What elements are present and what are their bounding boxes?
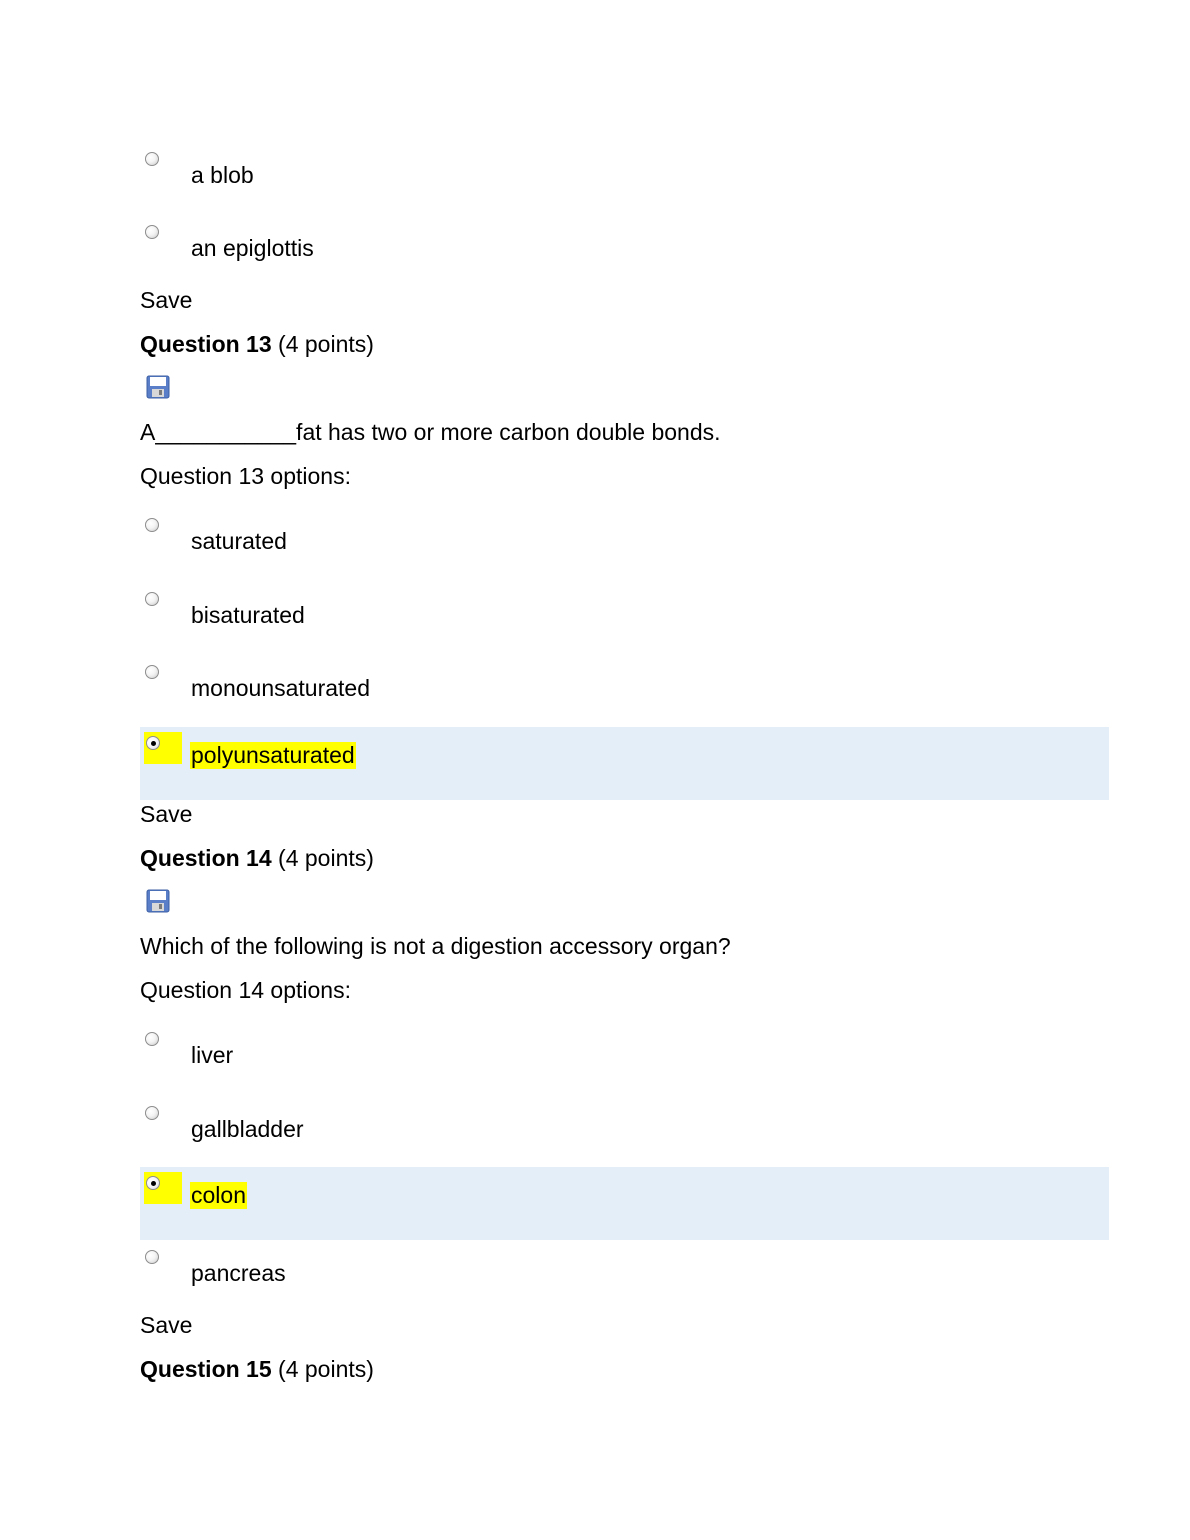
option-row[interactable] xyxy=(140,148,1109,220)
option-label: pancreas xyxy=(191,1260,286,1286)
option-label: an epiglottis xyxy=(191,235,314,261)
option-row-selected[interactable] xyxy=(140,1167,1109,1240)
radio-icon[interactable] xyxy=(145,225,159,239)
option-row[interactable] xyxy=(140,221,1109,293)
option-row[interactable] xyxy=(140,514,1109,586)
option-label: gallbladder xyxy=(191,1116,304,1142)
save-icon[interactable] xyxy=(146,375,170,399)
question-points: (4 points) xyxy=(278,845,374,871)
question-title xyxy=(140,331,374,358)
question-title xyxy=(140,1356,374,1383)
question-text: A___________fat has two or more carbon double bonds. xyxy=(140,419,721,445)
options-label: Question 13 options: xyxy=(140,463,351,489)
radio-highlight xyxy=(144,1172,182,1204)
question-number: Question 15 xyxy=(140,1356,272,1382)
option-label: polyunsaturated xyxy=(191,742,355,768)
question-title xyxy=(140,845,374,872)
save-link[interactable]: Save xyxy=(140,1312,193,1338)
option-label: liver xyxy=(191,1042,234,1068)
radio-highlight xyxy=(144,732,182,764)
option-label: bisaturated xyxy=(191,602,305,628)
option-row[interactable] xyxy=(140,1028,1109,1100)
question-points: (4 points) xyxy=(278,331,374,357)
option-row[interactable] xyxy=(140,1246,1109,1318)
option-label: a blob xyxy=(191,162,254,188)
option-row[interactable] xyxy=(140,588,1109,660)
option-label: saturated xyxy=(191,528,287,554)
save-icon[interactable] xyxy=(146,889,170,913)
question-points: (4 points) xyxy=(278,1356,374,1382)
radio-icon[interactable] xyxy=(145,1106,159,1120)
option-label: colon xyxy=(191,1182,246,1208)
radio-icon[interactable] xyxy=(145,592,159,606)
radio-icon[interactable] xyxy=(145,518,159,532)
question-text: Which of the following is not a digestion accessory organ? xyxy=(140,933,731,959)
radio-icon[interactable] xyxy=(145,152,159,166)
save-link[interactable]: Save xyxy=(140,801,193,827)
options-label: Question 14 options: xyxy=(140,977,351,1003)
option-label: monounsaturated xyxy=(191,675,371,701)
radio-selected-icon[interactable] xyxy=(146,1176,160,1190)
radio-icon[interactable] xyxy=(145,665,159,679)
question-number: Question 14 xyxy=(140,845,272,871)
radio-icon[interactable] xyxy=(145,1250,159,1264)
save-link[interactable]: Save xyxy=(140,287,193,313)
radio-selected-icon[interactable] xyxy=(146,736,160,750)
option-row[interactable] xyxy=(140,1102,1109,1174)
option-row[interactable] xyxy=(140,661,1109,733)
question-number: Question 13 xyxy=(140,331,272,357)
option-row-selected[interactable] xyxy=(140,727,1109,800)
radio-icon[interactable] xyxy=(145,1032,159,1046)
